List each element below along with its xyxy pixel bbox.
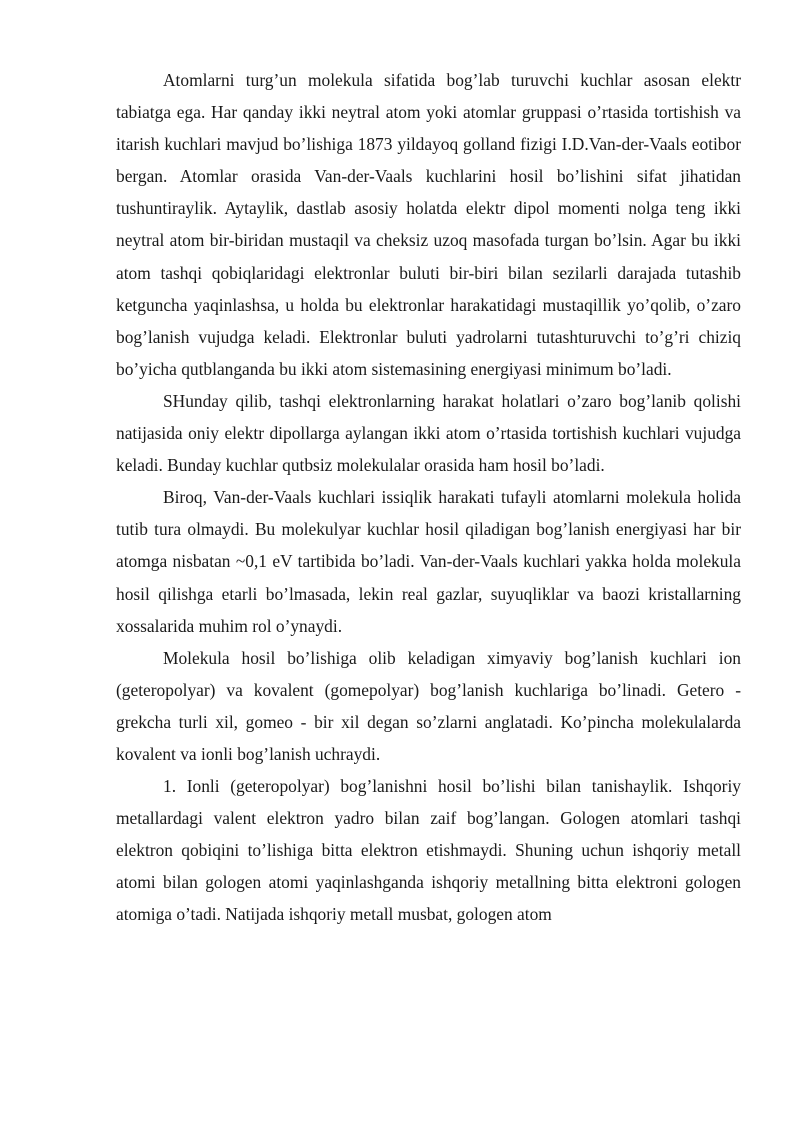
paragraph-dipole-attraction: SHunday qilib, tashqi elektronlarning harakat holatlari o’zaro bog’lanib qolishi natijasida oniy elektr dipollarga aylangan ikki atom o’rtasida tortishish kuchlari vujudga keladi. Bunday kuchlar qutbsiz molekulalar orasida ham hosil bo’ladi. <box>116 390 741 476</box>
document-page <box>116 64 741 931</box>
paragraph-bond-energy: Biroq, Van-der-Vaals kuchlari issiqlik harakati tufayli atomlarni molekula holida tutib tura olmaydi. Bu molekulyar kuchlar hosil qiladigan bog’lanish energiyasi har bir atomga nisbatan ~0,1 eV tartibida bo’ladi. Van-der-Vaals kuchlari yakka holda molekula hosil qilishga etarli bo’lmasada, lekin real gazlar, suyuqliklar va baozi kristallarning xossalarida muhim rol o’ynaydi. <box>116 487 741 636</box>
paragraph-van-der-waals-intro: Atomlarni turg’un molekula sifatida bog’lab turuvchi kuchlar asosan elektr tabiatga ega. Har qanday ikki neytral atom yoki atomlar gruppasi o’rtasida tortishish va itarish kuchlari mavjud bo’lishiga 1873 yildayoq golland fizigi I.D.Van-der-Vaals eotibor bergan. Atomlar orasida Van-der-Vaals kuchlarini hosil bo’lishini sifat jihatidan tushuntiraylik. Aytaylik, dastlab asosiy holatda elektr dipol momenti nolga teng ikki neytral atom bir-biridan mustaqil va cheksiz uzoq masofada turgan bo’lsin. Agar bu ikki atom tashqi qobiqlaridagi elektronlar buluti bir-biri bilan sezilarli darajada tutashib ketguncha yaqinlashsa, u holda bu elektronlar harakatidagi mustaqillik yo’qolib, o’zaro bog’lanish vujudga keladi. Elektronlar buluti yadrolarni tutashturuvchi to’g’ri chiziq bo’yicha qutblanganda bu ikki atom sistemasining energiyasi minimum bo’ladi. <box>116 70 741 379</box>
paragraph-chemical-bond-types: Molekula hosil bo’lishiga olib keladigan ximyaviy bog’lanish kuchlari ion (geteropolyar) va kovalent (gomepolyar) bog’lanish kuchlariga bo’linadi. Getero - grekcha turli xil, gomeo - bir xil degan so’zlarni anglatadi. Ko’pincha molekulalarda kovalent va ionli bog’lanish uchraydi. <box>116 647 741 764</box>
paragraph-ionic-bond: 1. Ionli (geteropolyar) bog’lanishni hosil bo’lishi bilan tanishaylik. Ishqoriy metallardagi valent elektron yadro bilan zaif bog’langan. Gologen atomlari tashqi elektron qobiqini to’lishiga bitta elektron etishmaydi. Shuning uchun ishqoriy metall atomi bilan gologen atomi yaqinlashganda ishqoriy metallning bitta elektroni gologen atomiga o’tadi. Natijada ishqoriy metall musbat, gologen atom <box>116 776 741 925</box>
